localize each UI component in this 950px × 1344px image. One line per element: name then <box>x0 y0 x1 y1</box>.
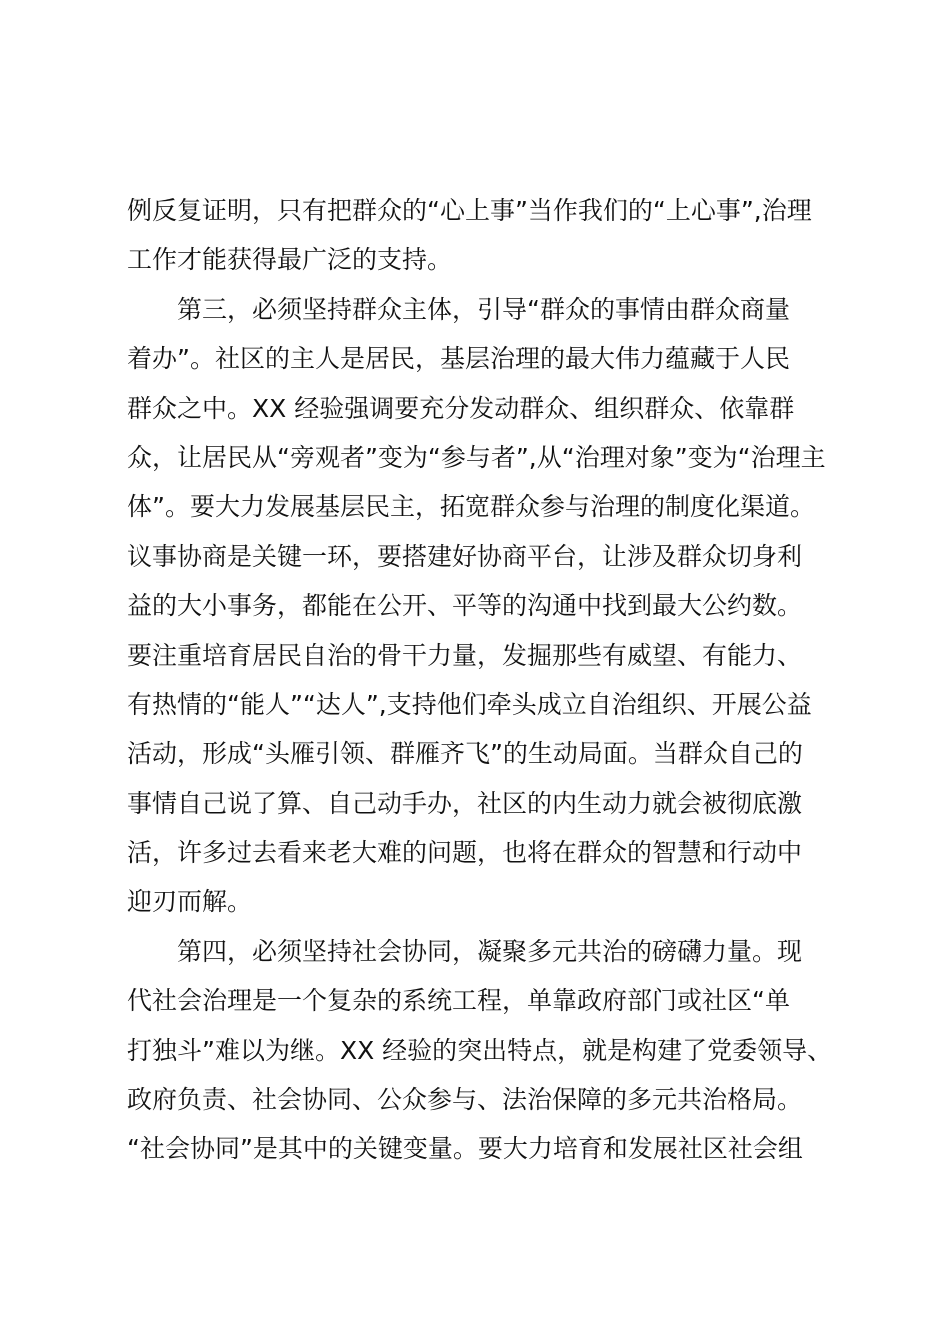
body-text <box>127 186 832 1174</box>
text-line: 有热情的“能人”“达人”,支持他们牵头成立自治组织、开展公益 <box>127 689 812 719</box>
text-line: 打独斗”难以为继。XX 经验的突出特点，就是构建了党委领导、 <box>127 1035 833 1065</box>
text-line: 例反复证明，只有把群众的“心上事”当作我们的“上心事”,治理 <box>127 196 812 225</box>
text-line: “社会协同”是其中的关键变量。要大力培育和发展社区社会组 <box>127 1134 803 1164</box>
text-line: 代社会治理是一个复杂的系统工程，单靠政府部门或社区“单 <box>127 986 790 1016</box>
text-line: 众，让居民从“旁观者”变为“参与者”,从“治理对象”变为“治理主 <box>127 442 826 472</box>
text-line: 体”。要大力发展基层民主，拓宽群众参与治理的制度化渠道。 <box>127 492 815 522</box>
text-line: 活，许多过去看来老大难的问题，也将在群众的智慧和行动中 <box>127 838 803 868</box>
text-line: 迎刃而解。 <box>127 887 253 917</box>
paragraph-start-line: 第四，必须坚持社会协同，凝聚多元共治的磅礴力量。现 <box>177 936 803 966</box>
text-line: 益的大小事务，都能在公开、平等的沟通中找到最大公约数。 <box>127 591 803 621</box>
text-line: 事情自己说了算、自己动手办，社区的内生动力就会被彻底激 <box>127 788 803 818</box>
text-line: 群众之中。XX 经验强调要充分发动群众、组织群众、依靠群 <box>127 393 795 423</box>
text-line: 活动，形成“头雁引领、群雁齐飞”的生动局面。当群众自己的 <box>127 739 803 769</box>
text-line: 政府负责、社会协同、公众参与、法治保障的多元共治格局。 <box>127 1085 803 1115</box>
text-line: 议事协商是关键一环，要搭建好协商平台，让涉及群众切身利 <box>127 541 803 571</box>
text-line: 要注重培育居民自治的骨干力量，发掘那些有威望、有能力、 <box>127 640 803 670</box>
text-line: 工作才能获得最广泛的支持。 <box>127 245 453 275</box>
text-line: 着办”。社区的主人是居民，基层治理的最大伟力蕴藏于人民 <box>127 344 790 374</box>
paragraph-start-line: 第三，必须坚持群众主体，引导“群众的事情由群众商量 <box>177 294 790 324</box>
